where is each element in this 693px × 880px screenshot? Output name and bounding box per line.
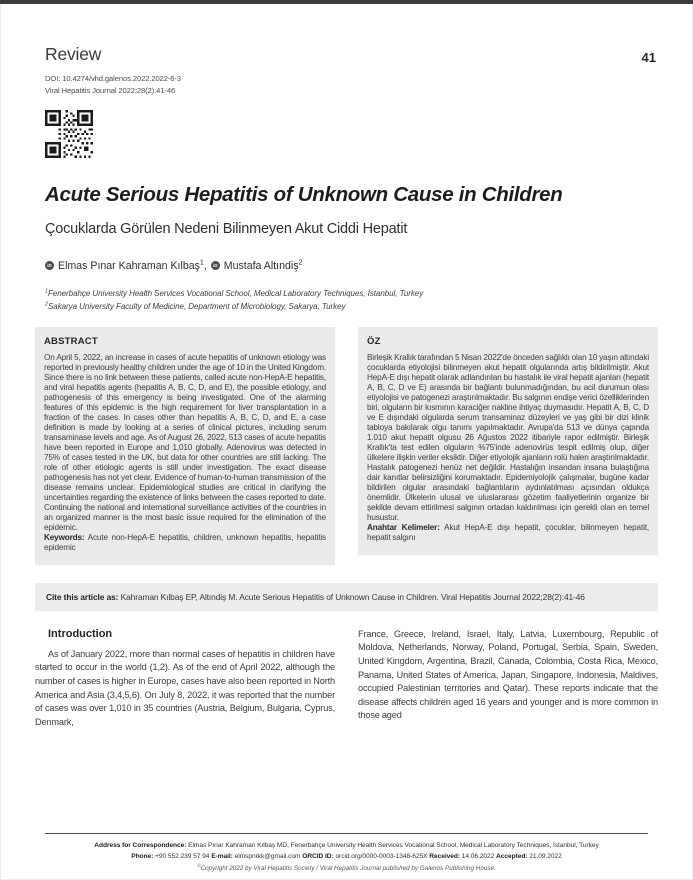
correspondence-line: Address for Correspondence: Elmas Pınar Kahraman Kılbaş MD, Fenerbahçe University Health Services Vocational School, Medical Laboratory Techniques, İstanbul, Turkey <box>94 842 599 849</box>
contact-line: Phone: +90 552 239 57 94 E-mail: elmspnrkk@gmail.com ORCID ID: orcid.org/0000-0003-1348-625X Received: 14.06.2022 Accepted: 21.09.2022 <box>131 853 562 860</box>
intro-paragraph-left: As of January 2022, more than normal cases of hepatitis in children have started to occur in the world (1,2). As of the end of April 2022, although the number of cases is higher in Europe, cases have also been reported in North America and Asia (3,4,5,6). On July 8, 2022, it was reported that the number of cases was over 1,010 in 35 countries (Austria, Belgium, Bulgaria, Cyprus, Denmark, <box>35 648 335 727</box>
qr-code <box>35 110 93 158</box>
orcid-icon[interactable]: iD <box>45 261 54 270</box>
article-title-en: Acute Serious Hepatitis of Unknown Cause in Children <box>45 183 563 206</box>
abstract-heading-en: ABSTRACT <box>44 335 98 347</box>
page-footer <box>0 833 693 872</box>
page-number: 41 <box>641 50 656 65</box>
journal-citation-line: Viral Hepatitis Journal 2022;28(2):41-46 <box>45 86 176 95</box>
article-type-label: Review <box>45 44 102 64</box>
intro-column-right <box>358 628 658 723</box>
orcid-icon[interactable]: iD <box>211 261 220 270</box>
abstract-body-en: On April 5, 2022, an increase in cases of acute hepatitis of unknown etiology was reported in previously healthy children under the age of 10 in the United Kingdom. Since there is no link between these patients, called acute non-HepA-E hepatitis, and viral hepatitis agents (hepatitis A, B, C, D, and E), the possible etiology, and pathogenesis of this emergency is being investigated. One of the alarming features of this epidemic is the high requirement for liver transplantation in a fraction of the cases. In cases other than hepatitis A, B, C, D, and E, a case definition is made by looking at a series of clinical pictures, including serum transaminase levels and age. As of August 26, 2022, 513 cases of acute hepatitis have been reported in Europe and 1,010 globally. Adenovirus was detected in 75% of cases tested in the UK, but data for other countries are still lacking. The role of other etiologic agents is still under investigation. The exact disease pathogenesis has not yet clear. Evidence of human-to-human transmission of the disease remains unclear. Epidemiological studies are critical in clarifying the uncertainties regarding the existence of links between the cases reported to date. Continuing the national and international surveillance activities of the countries in an organized manner is the most basic issue required for the elimination of the epidemic. <box>44 352 326 532</box>
footer-divider <box>45 833 648 834</box>
email-link[interactable]: elmspnrkk@gmail.com <box>232 853 303 860</box>
abstract-body-tr: Birleşik Krallık tarafından 5 Nisan 2022'de önceden sağlıklı olan 10 yaşın altındaki çocuklarda etiyolojisi bilinmeyen akut hepatit olgularında artış bildirilmiştir. Akut HepA-E dışı hepatit olarak adlandırılan bu hastalık ile viral hepatit ajanları (hepatit A, B, C, D ve E) arasında bir bağlantı bulunmadığından, bu acil durumun olası etiyolojisi ve patogenezi araştırılmaktadır. Bu salgının endişe verici özelliklerinden biri, olguların bir kısmının karaciğer nakline ihtiyaç duymasıdır. Hepatit A, B, C, D ve E dışındaki olgularda serum transaminaz düzeyleri ve yaş gibi bir dizi klinik tabloya bakılarak olgu tanımı yapılmaktadır. Avrupa'da 513 ve dünya çapında 1.010 akut hepatit olgusu 26 Ağustos 2022 itibariyle rapor edilmiştir. Birleşik Krallık'ta test edilen olguların %75'inde adenovirüs tespit edilmiş olup, diğer ülkelere ilişkin veriler eksiktir. Diğer etiyolojik ajanların rolü halen araştırılmaktadır. Hastalık patogenezi henüz net değildir. Hastalığın insandan insana bulaştığına dair kanıtlar belirsizliğini korumaktadır. Epidemiyolojik çalışmalar, bugüne kadar bildirilen olgular arasındaki bağlantıların aydınlatılması açısından oldukça önemlidir. Ülkelerin ulusal ve uluslararası gözetim faaliyetlerinin organize bir şekilde devam ettirilmesi salgının ortadan kaldırılması için gerekli olan en temel husustur. <box>367 352 649 522</box>
cite-bar: Cite this article as: Kahraman Kılbaş EP, Altındiş M. Acute Serious Hepatitis of Unknown Cause in Children. Viral Hepatitis Journal 2022;28(2):41-46 <box>35 583 658 611</box>
intro-paragraph-right: France, Greece, Ireland, Israel, Italy, Latvia, Luxembourg, Republic of Moldova, Netherlands, Norway, Poland, Portugal, Serbia, Spain, Sweden, United Kingdom, Argentina, Brazil, Canada, Colombia, Costa Rica, Mexico, Panama, United States of America, Japan, Singapore, Indonesia, Maldives, occupied Palestinian territories and Qatar). These reports indicate that the disease affects children aged 16 years and younger and is more common in those aged <box>358 628 658 721</box>
affiliations <box>35 287 658 313</box>
doi-line: DOI: 10.4274/vhd.galenos.2022.2022-6-3 <box>45 74 181 83</box>
orcid-link[interactable]: orcid.org/0000-0003-1348-625X <box>333 853 430 860</box>
introduction-heading: Introduction <box>48 627 113 640</box>
copyright-line: ©Copyright 2022 by Viral Hepatitis Society / Viral Hepatitis Journal published by Galenos Publishing House. <box>197 862 496 872</box>
affiliation-line: $^2$Sakarya University Faculty of Medicine, Department of Microbiology, Sakarya, Turkey <box>45 301 346 311</box>
article-page <box>0 44 693 729</box>
author-line <box>35 260 658 272</box>
keywords-tr: Anahtar Kelimeler: Akut HepA-E dışı hepatit, çocuklar, bilinmeyen hepatit, hepatit salgını <box>367 522 649 542</box>
author-name: Mustafa Altındiş$^2$ <box>223 259 303 272</box>
intro-column-left <box>35 628 335 730</box>
author-name: Elmas Pınar Kahraman Kılbaş$^1$, <box>58 259 207 272</box>
keywords-en: Keywords: Acute non-HepA-E hepatitis, children, unknown hepatitis, hepatitis epidemic <box>44 532 326 552</box>
abstract-box-tr <box>358 327 658 555</box>
abstract-box-en <box>35 327 335 565</box>
page-top-bar <box>0 0 693 4</box>
affiliation-line: $^1$Fenerbahçe University Health Services Vocational School, Medical Laboratory Techniques, İstanbul, Turkey <box>45 288 424 298</box>
introduction-section <box>35 628 658 730</box>
abstract-heading-tr: ÖZ <box>367 335 381 347</box>
article-title-tr: Çocuklarda Görülen Nedeni Bilinmeyen Akut Ciddi Hepatit <box>45 220 408 237</box>
